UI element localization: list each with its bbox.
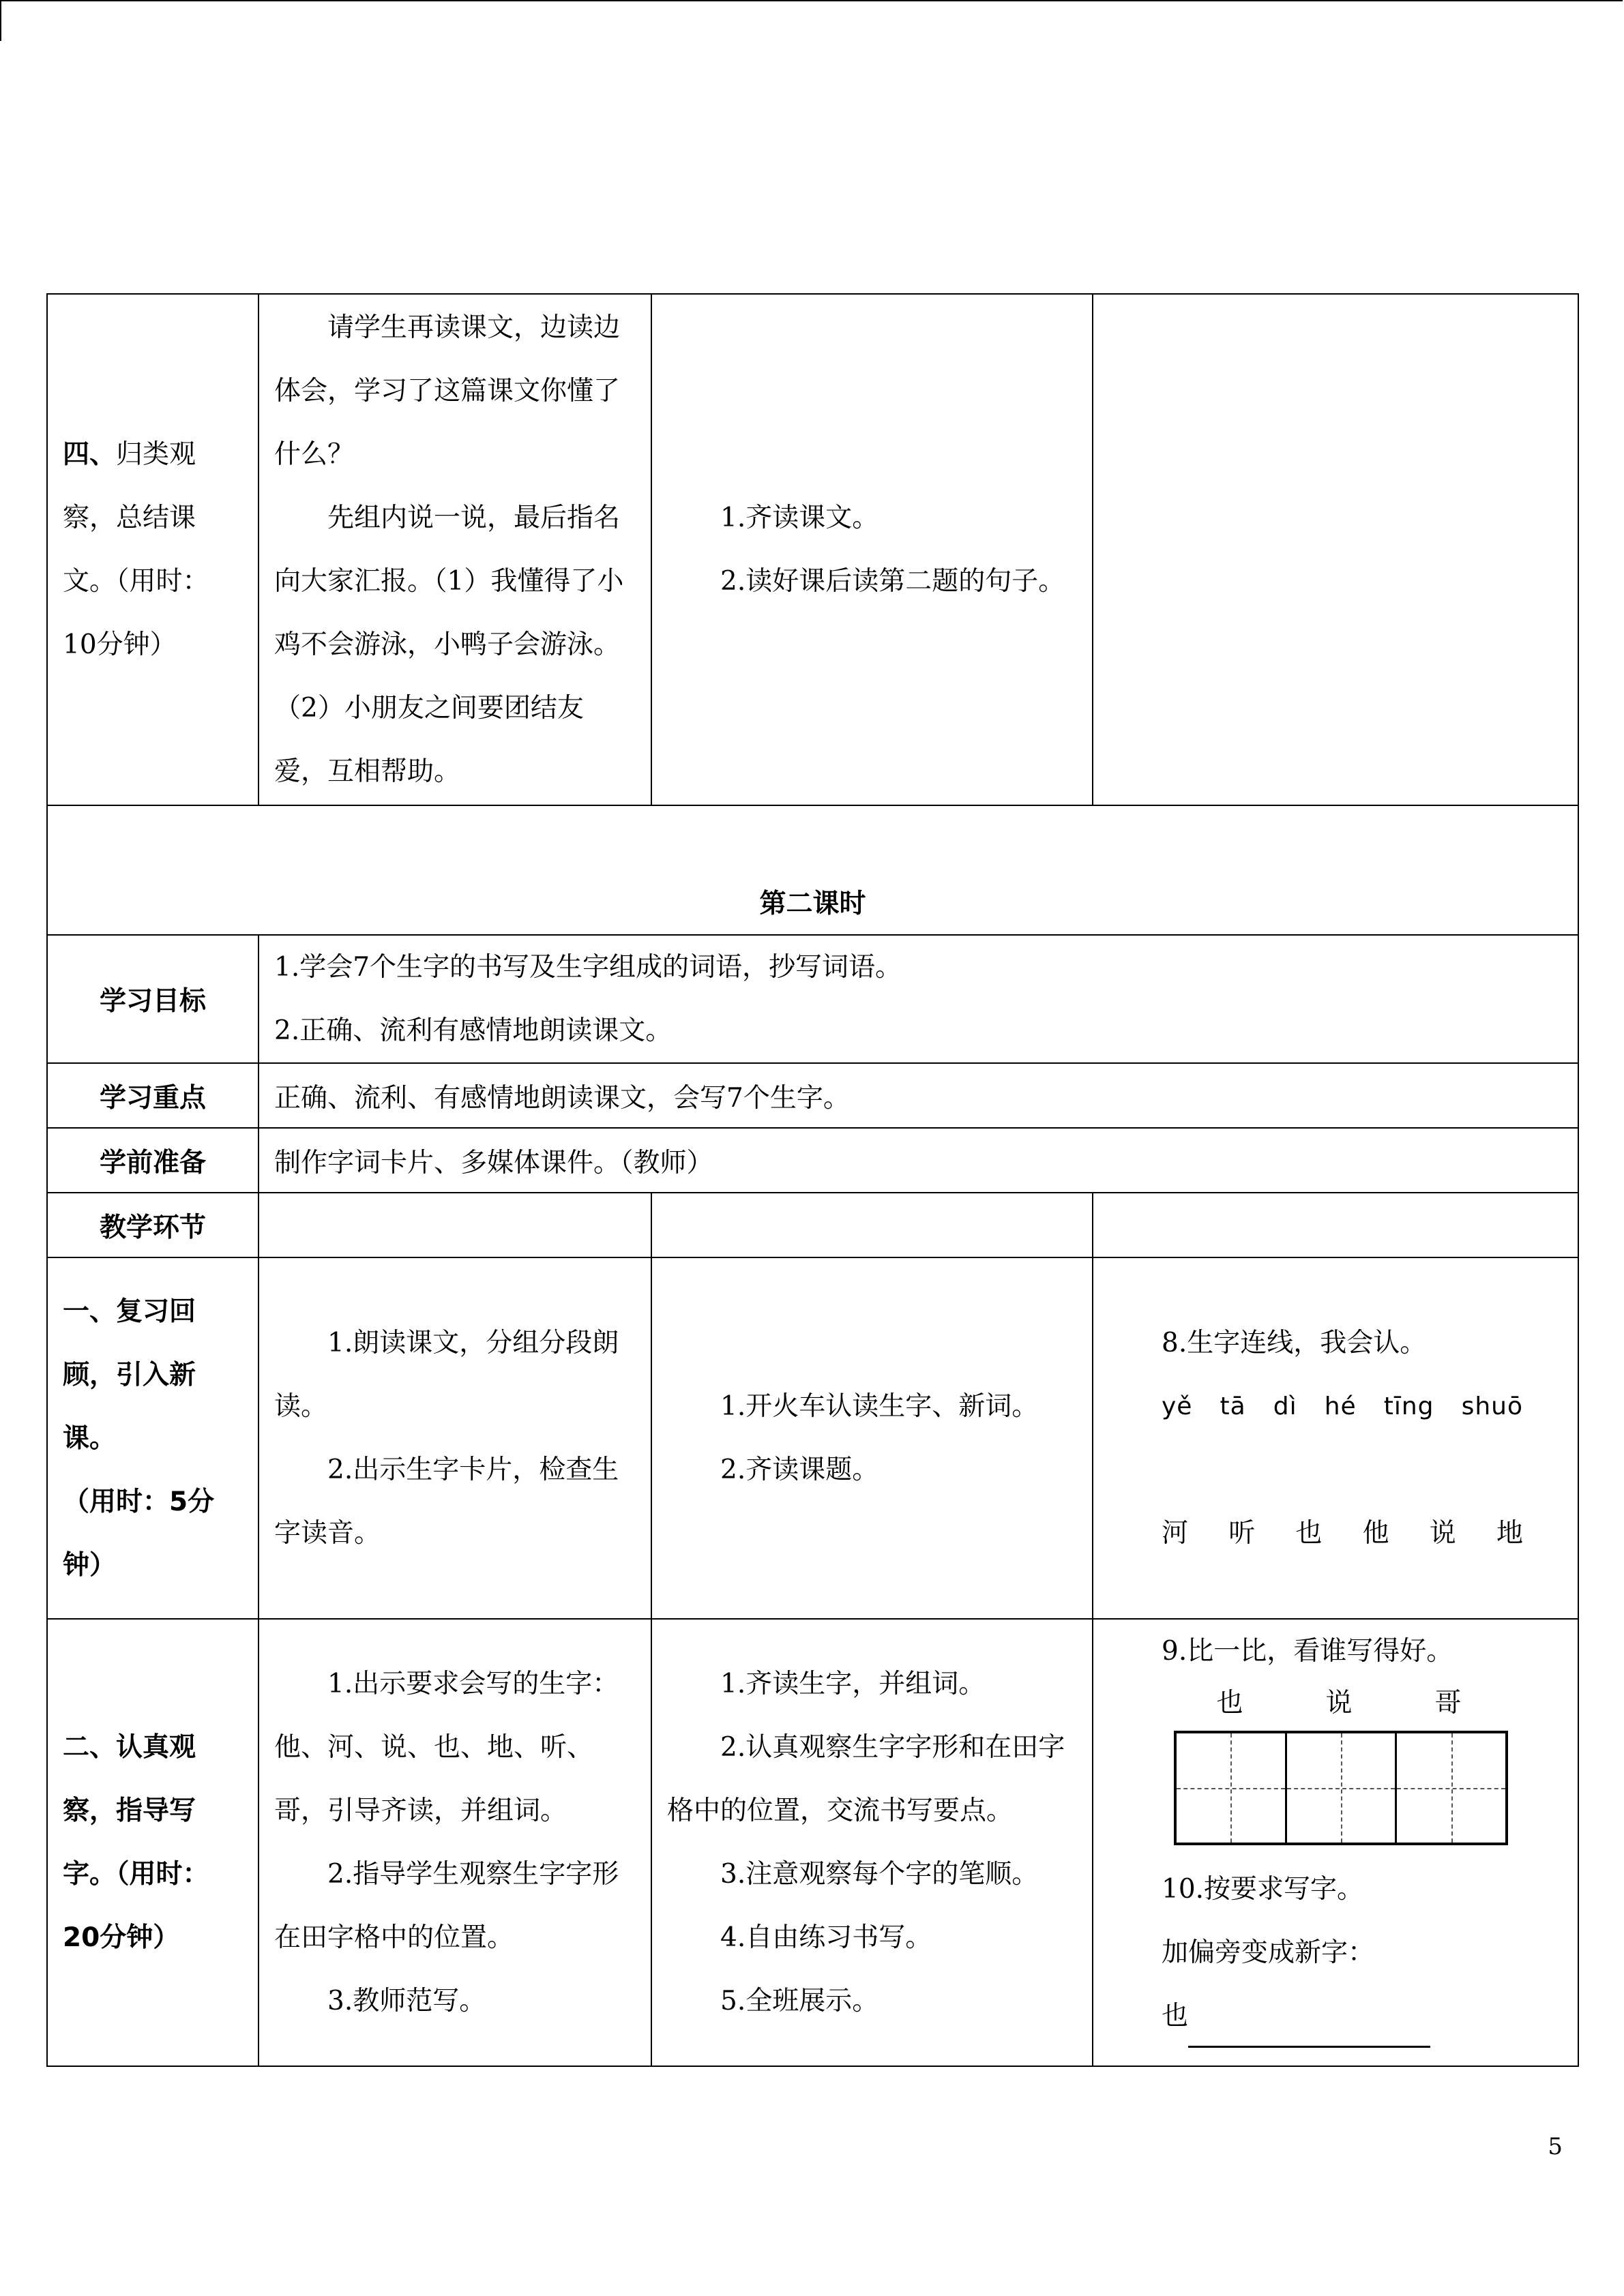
- table-row-section4: [47, 294, 1578, 805]
- pinyin-item: hé: [1324, 1392, 1357, 1420]
- ex8-title: 8.生字连线，我会认。: [1162, 1328, 1427, 1358]
- section4-teacher-p2: 先组内说一说，最后指名向大家汇报。（1）我懂得了小鸡不会游泳，小鸭子会游泳。（2）小朋友之间要团结友爱，互相帮助。: [274, 503, 624, 787]
- char-item: 他: [1362, 1518, 1389, 1549]
- table-row-lesson2-title: [47, 805, 1578, 935]
- step2-student-p3: 3.注意观察每个字的笔顺。: [720, 1859, 1039, 1890]
- prep-label: 学前准备: [47, 1128, 259, 1193]
- lesson-plan-table: [46, 293, 1579, 2067]
- step2-student: [651, 1619, 1093, 2066]
- char-item: 听: [1228, 1518, 1256, 1549]
- char-item: 也: [1295, 1518, 1323, 1549]
- goals-label: 学习目标: [47, 935, 259, 1063]
- steps-header-student: [651, 1193, 1093, 1257]
- lesson2-title: 第二课时: [47, 805, 1578, 935]
- page-left-rule: [0, 0, 1, 41]
- ex10-title: 10.按要求写字。: [1162, 1874, 1364, 1905]
- char-item: 河: [1162, 1518, 1189, 1549]
- pinyin-item: shuō: [1461, 1392, 1523, 1420]
- step1-stage: [47, 1257, 259, 1619]
- step1-teacher-p2: 2.出示生字卡片，检查生字读音。: [274, 1455, 619, 1549]
- step1-practice: [1093, 1257, 1578, 1619]
- step2-teacher-p1: 1.出示要求会写的生字：他、河、说、也、地、听、哥，引导齐读，并组词。: [274, 1669, 619, 1826]
- ex9-char: 说: [1325, 1688, 1353, 1718]
- table-row-step1: [47, 1257, 1578, 1619]
- ex10-subtitle: 加偏旁变成新字：: [1162, 1937, 1375, 1968]
- step2-stage-text: 二、认真观察，指导写字。（用时：20分钟）: [63, 1732, 209, 1953]
- section4-student: [651, 294, 1093, 805]
- char-item: 说: [1429, 1518, 1456, 1549]
- ex10-char: 也: [1162, 2001, 1189, 2031]
- pinyin-item: dì: [1273, 1392, 1297, 1420]
- section4-teacher-p1: 请学生再读课文，边读边体会，学习了这篇课文你懂了什么？: [274, 312, 621, 470]
- section4-stage: 四、归类观察，总结课文。（用时：10分钟）: [47, 294, 259, 805]
- tianzige-grid[interactable]: [1174, 1731, 1508, 1845]
- table-row-step2: [47, 1619, 1578, 2066]
- steps-header-teacher: [259, 1193, 651, 1257]
- focus-label: 学习重点: [47, 1063, 259, 1128]
- goal-1: 1.学会7个生字的书写及生字组成的词语，抄写词语。: [274, 952, 902, 983]
- step2-student-p5: 5.全班展示。: [720, 1986, 879, 2016]
- prep-content: 制作字词卡片、多媒体课件。（教师）: [259, 1128, 1578, 1193]
- section4-practice: [1093, 294, 1578, 805]
- goals-content: [259, 935, 1578, 1063]
- step2-student-p2: 2.认真观察生字字形和在田字格中的位置，交流书写要点。: [667, 1732, 1065, 1826]
- step1-student-p2: 2.齐读课题。: [720, 1455, 879, 1485]
- section4-student-p2: 2.读好课后读第二题的句子。: [720, 566, 1065, 597]
- pinyin-item: tā: [1220, 1392, 1246, 1420]
- focus-content: 正确、流利、有感情地朗读课文，会写7个生字。: [259, 1063, 1578, 1128]
- table-row-prep: [47, 1128, 1578, 1193]
- step1-teacher: [259, 1257, 651, 1619]
- page-top-rule: [0, 0, 1623, 1]
- table-row-focus: [47, 1063, 1578, 1128]
- page-number: 5: [1548, 2133, 1563, 2160]
- step2-teacher-p2: 2.指导学生观察生字字形在田字格中的位置。: [274, 1859, 619, 1953]
- ex10-line: [1162, 1984, 1563, 2048]
- step1-student-p1: 1.开火车认读生字、新词。: [720, 1391, 1039, 1422]
- step2-student-p1: 1.齐读生字，并组词。: [720, 1669, 986, 1699]
- step1-stage-time: （用时：5分钟）: [63, 1486, 215, 1581]
- ex9-char-row: [1175, 1683, 1503, 1724]
- table-row-steps-header: [47, 1193, 1578, 1257]
- steps-label: 教学环节: [47, 1193, 259, 1257]
- ex9-char: 哥: [1434, 1688, 1462, 1718]
- step2-practice: [1093, 1619, 1578, 2066]
- goal-2: 2.正确、流利有感情地朗读课文。: [274, 1015, 673, 1046]
- step2-teacher-p3: 3.教师范写。: [327, 1986, 486, 2016]
- ex9-title: 9.比一比，看谁写得好。: [1162, 1636, 1453, 1667]
- ex9-char: 也: [1216, 1688, 1243, 1718]
- section4-student-p1: 1.齐读课文。: [720, 503, 879, 533]
- step1-stage-title: 一、复习回顾，引入新课。: [63, 1296, 196, 1454]
- char-item: 地: [1496, 1518, 1523, 1549]
- tianzige-cell[interactable]: [1287, 1733, 1398, 1843]
- tianzige-cell[interactable]: [1177, 1733, 1287, 1843]
- step2-student-p4: 4.自由练习书写。: [720, 1922, 932, 1953]
- section4-teacher: [259, 294, 651, 805]
- pinyin-item: tīng: [1383, 1392, 1434, 1420]
- step1-teacher-p1: 1.朗读课文，分组分段朗读。: [274, 1328, 619, 1422]
- steps-header-practice: [1093, 1193, 1578, 1257]
- tianzige-cell[interactable]: [1397, 1733, 1505, 1843]
- step1-student: [651, 1257, 1093, 1619]
- table-row-goals: [47, 935, 1578, 1063]
- answer-blank[interactable]: [1188, 2020, 1430, 2048]
- pinyin-item: yě: [1162, 1392, 1193, 1420]
- ex8-char-row: [1162, 1502, 1523, 1565]
- step2-teacher: [259, 1619, 651, 2066]
- ex8-pinyin-row: [1162, 1375, 1523, 1438]
- step2-stage: [47, 1619, 259, 2066]
